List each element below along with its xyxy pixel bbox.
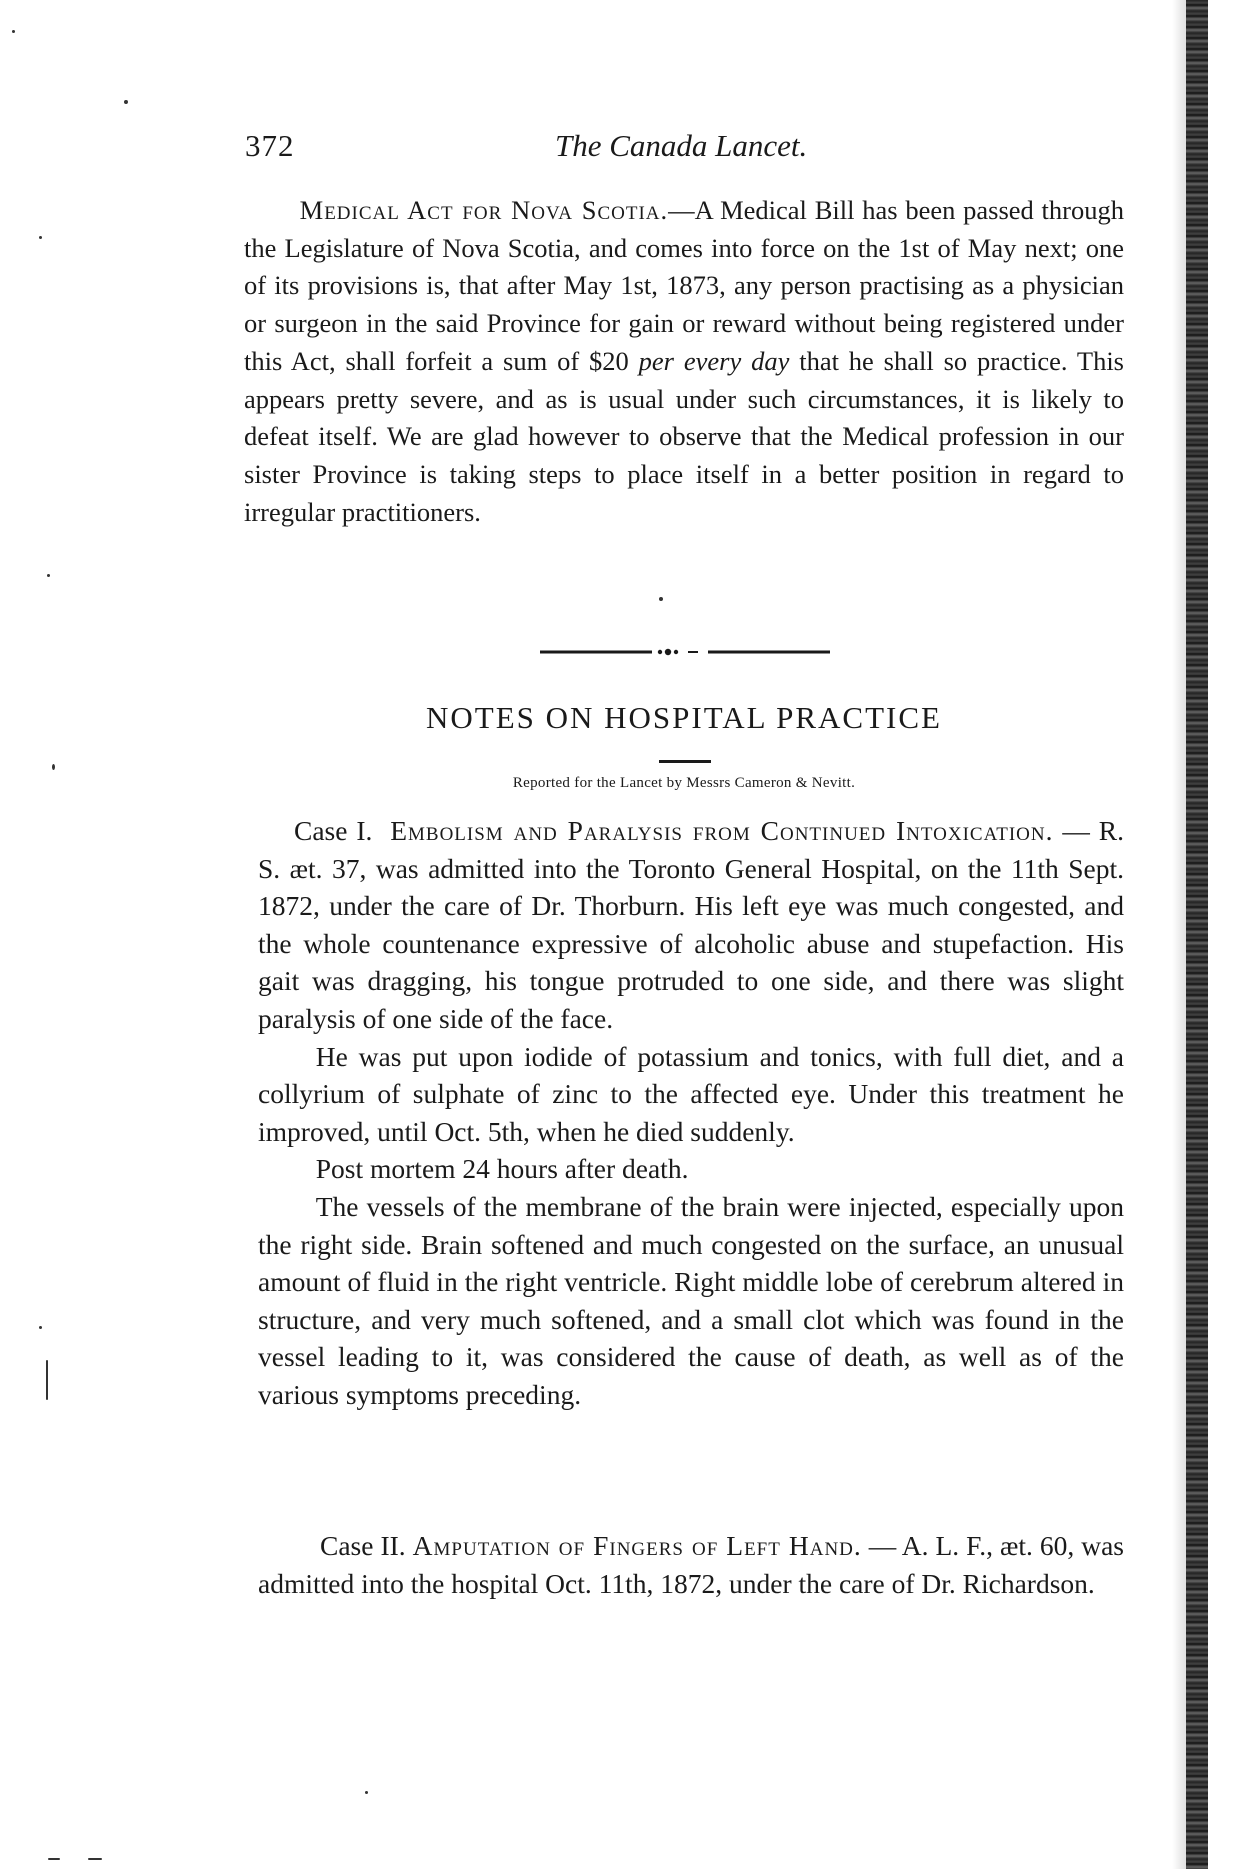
- scan-speck: [39, 1326, 42, 1329]
- editorial-emphasis: per every day: [638, 345, 790, 376]
- case-one-treatment: He was put upon iodide of potassium and tonics, with full diet, and a collyrium of sulphate of zinc to the affected eye. Under this treatment he improved, until Oct. 5th, when he died suddenly.: [258, 1040, 1124, 1147]
- binding-shadow: [1172, 0, 1186, 1869]
- editorial-text-before: A Medical Bill has been passed through the Legislature of Nova Scotia, and comes into force on the 1st of May next; one of its provisions is, that after May 1st, 1873, any person practising as a physician or surgeon in the said Province for gain or reward without being registered under this Act, shall forfeit a sum of $20: [244, 195, 1124, 376]
- case-one-intro-text: — R. S. æt. 37, was admitted into the Toronto General Hospital, on the 11th Sept. 1872, under the care of Dr. Thorburn. His left eye was much congested, and the whole countenance expressive of alcoholic abuse and stupefaction. His gait was dragging, his tongue protruded to one side, and there was slight paralysis of one side of the face.: [258, 815, 1125, 1034]
- editorial-text-after: that he shall so practice. This appears pretty severe, and as is usual under such circumstances, it is likely to defeat itself. We are glad however to observe that the Medical profession in our sister Province is taking steps to place itself in a better position in regard to irregular practitioners.: [244, 345, 1124, 527]
- reporter-credit: Reported for the Lancet by Messrs Cameron & Nevitt.: [512, 775, 856, 791]
- editorial-dash: —: [668, 195, 695, 225]
- scan-speck: [39, 236, 42, 239]
- journal-title: The Canada Lancet.: [555, 128, 808, 163]
- ornamental-separator: [540, 646, 830, 658]
- scan-speck: [124, 100, 128, 104]
- case-one-post-mortem: Post mortem 24 hours after death.: [315, 1153, 689, 1185]
- case-one-findings: The vessels of the membrane of the brain were injected, especially upon the right side. Brain softened and much congested on the surface, an unusual amount of fluid in the right ventricle. Right middle lobe of cerebrum altered in structure, and very much softened, and a small clot which was found in the vessel leading to it, was considered the cause of death, as well as of the various symptoms preceding.: [258, 1190, 1124, 1410]
- scan-speck: [88, 1858, 102, 1860]
- case-two-label: Case II.: [320, 1530, 406, 1561]
- case-two-intro: [258, 1527, 1124, 1602]
- page-number: 372: [245, 128, 295, 163]
- case-two-title: Amputation of Fingers of Left Hand.: [412, 1530, 862, 1561]
- heading-rule: [659, 760, 711, 763]
- running-header: [245, 128, 1125, 168]
- case-one-label: Case I.: [294, 815, 373, 846]
- case-two: [258, 1527, 1124, 1602]
- scan-speck: [12, 30, 15, 33]
- section-heading: NOTES ON HOSPITAL PRACTICE: [426, 700, 942, 735]
- case-two-intro-text: — A. L. F., æt. 60, was admitted into the hospital Oct. 11th, 1872, under the care of Dr. Richardson.: [258, 1530, 1125, 1599]
- scan-speck: [659, 597, 663, 601]
- scan-speck: [48, 1858, 60, 1860]
- editorial-paragraph: [244, 192, 1124, 531]
- scan-speck: [47, 574, 50, 577]
- scan-speck: [52, 764, 55, 770]
- case-one-intro: [258, 812, 1124, 1038]
- scan-speck: [46, 1360, 48, 1400]
- case-one-title: Embolism and Paralysis from Continued Intoxication.: [390, 815, 1054, 846]
- page-binding-edge: [1186, 0, 1208, 1869]
- editorial-title: Medical Act for Nova Scotia.: [299, 195, 669, 225]
- scan-speck: [365, 1791, 368, 1794]
- case-one: [258, 812, 1124, 1414]
- editorial-text: [244, 192, 1124, 531]
